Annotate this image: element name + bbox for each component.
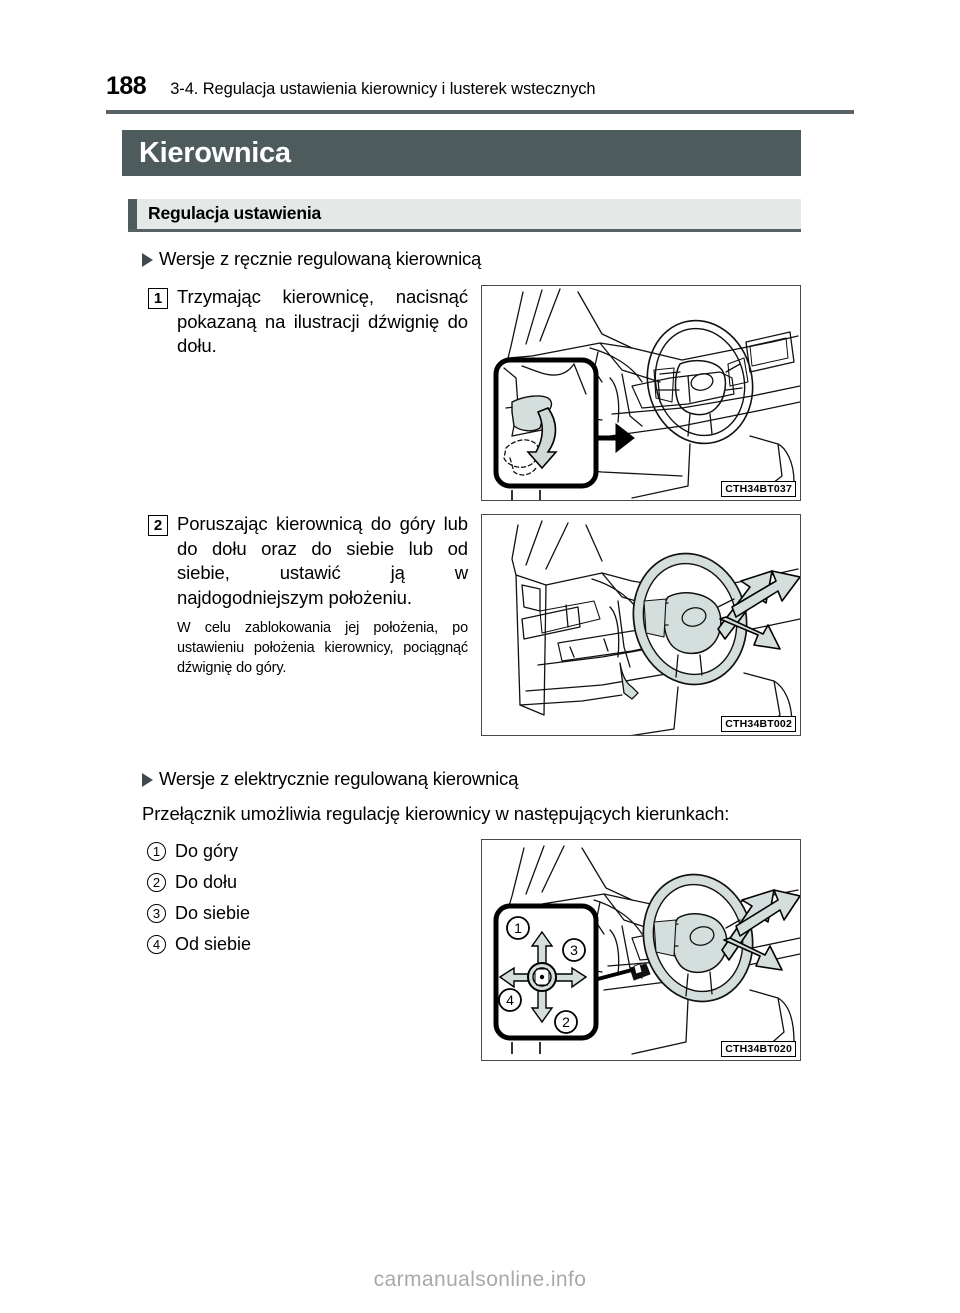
direction-2-number: 2 bbox=[147, 873, 166, 892]
step-1-number: 1 bbox=[148, 288, 168, 309]
electric-section-heading bbox=[142, 768, 642, 790]
svg-text:2: 2 bbox=[562, 1014, 570, 1030]
running-header bbox=[106, 74, 826, 106]
direction-item-3 bbox=[147, 898, 397, 929]
callout-pointer bbox=[594, 424, 634, 452]
svg-text:4: 4 bbox=[506, 992, 514, 1008]
figure-manual-lever bbox=[481, 285, 801, 501]
figure-3-code: CTH34BT020 bbox=[721, 1041, 796, 1057]
figure-manual-lever-drawing bbox=[482, 286, 801, 501]
switch-callout-box bbox=[496, 906, 596, 1038]
direction-1-number: 1 bbox=[147, 842, 166, 861]
triangle-bullet-icon-2 bbox=[142, 773, 153, 787]
callout-number-2 bbox=[555, 1011, 577, 1033]
direction-4-label: Od siebie bbox=[175, 934, 252, 954]
figure-manual-adjust bbox=[481, 514, 801, 736]
svg-text:3: 3 bbox=[570, 942, 578, 958]
direction-4-number: 4 bbox=[147, 935, 166, 954]
step-2 bbox=[148, 512, 468, 679]
direction-2-label: Do dołu bbox=[175, 872, 238, 892]
scale-ticks bbox=[512, 1042, 540, 1054]
figure-power-switch bbox=[481, 839, 801, 1061]
callout-number-3 bbox=[563, 939, 585, 961]
callout-number-1 bbox=[507, 917, 529, 939]
page-number: 188 bbox=[106, 72, 147, 100]
switch-knob-icon bbox=[528, 963, 556, 991]
direction-3-label: Do siebie bbox=[175, 903, 251, 923]
figure-manual-adjust-drawing bbox=[482, 515, 801, 736]
step-1-text: Trzymając kierownicę, nacisnąć pokazaną na ilustracji dźwignię do dołu. bbox=[177, 286, 468, 357]
direction-item-1 bbox=[147, 836, 397, 867]
callout-number-4 bbox=[499, 989, 521, 1011]
manual-section-heading-label: Wersje z ręcznie regulowaną kierownicą bbox=[159, 248, 482, 269]
direction-3-number: 3 bbox=[147, 904, 166, 923]
direction-item-4 bbox=[147, 929, 397, 960]
chapter-title: Kierownica bbox=[139, 136, 291, 169]
step-2-text: Poruszając kierownicą do góry lub do dołu oraz do siebie lub od siebie, ustawić ją w najdogodniejszym położeniu. bbox=[177, 513, 468, 608]
svg-text:1: 1 bbox=[514, 920, 522, 936]
subsection-title: Regulacja ustawienia bbox=[148, 203, 322, 224]
electric-section-intro: Przełącznik umożliwia regulację kierownicy w następujących kierunkach: bbox=[142, 803, 730, 824]
callout-box bbox=[496, 360, 596, 486]
figure-2-code: CTH34BT002 bbox=[721, 716, 796, 732]
steering-wheel bbox=[630, 863, 766, 1013]
header-divider bbox=[106, 110, 854, 114]
direction-list bbox=[147, 836, 397, 960]
chapter-title-bar bbox=[122, 130, 801, 176]
site-watermark: carmanualsonline.info bbox=[373, 1268, 587, 1291]
figure-1-code: CTH34BT037 bbox=[721, 481, 796, 497]
step-2-note: W celu zablokowania jej położenia, po ustawieniu położenia kierownicy, pociągnąć dźwignię do góry. bbox=[177, 620, 468, 676]
step-2-number: 2 bbox=[148, 515, 168, 536]
subsection-divider bbox=[128, 229, 801, 232]
manual-section-heading bbox=[142, 248, 562, 270]
direction-item-2 bbox=[147, 867, 397, 898]
subsection-bar bbox=[128, 199, 801, 229]
electric-section-heading-label: Wersje z elektrycznie regulowaną kierownicą bbox=[159, 768, 519, 789]
step-1 bbox=[148, 285, 468, 359]
figure-power-switch-drawing bbox=[482, 840, 801, 1061]
direction-1-label: Do góry bbox=[175, 841, 239, 861]
header-section-title: 3-4. Regulacja ustawienia kierownicy i lusterek wstecznych bbox=[170, 80, 596, 98]
triangle-bullet-icon bbox=[142, 253, 153, 267]
subsection-accent bbox=[128, 199, 137, 229]
scale-ticks bbox=[512, 490, 540, 500]
